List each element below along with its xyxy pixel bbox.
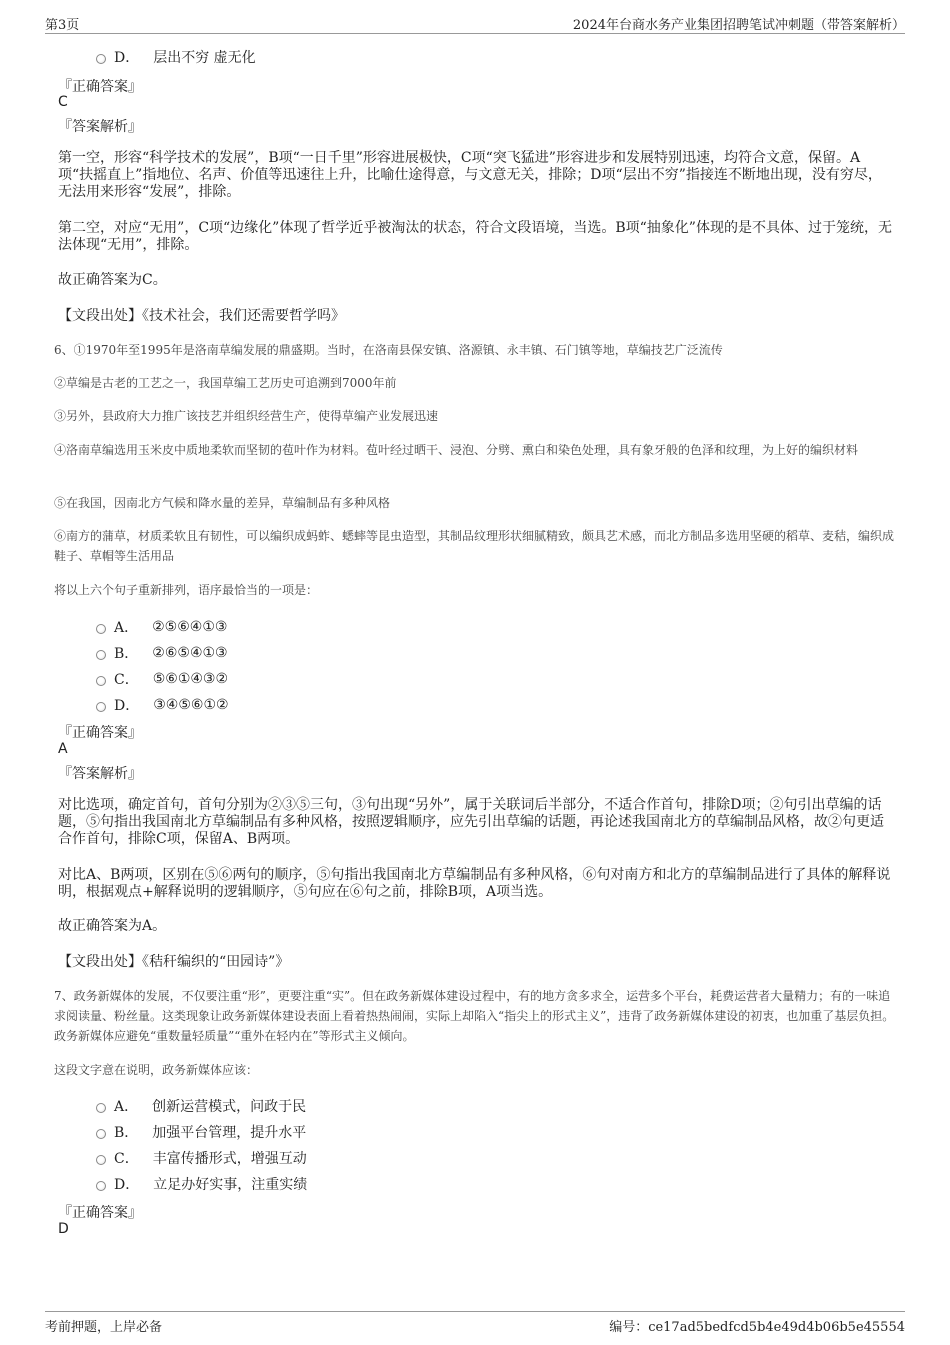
q6-analysis-label: 『答案解析』 — [58, 766, 142, 782]
q6-option-b[interactable]: B． ②⑥⑤④①③ — [96, 643, 228, 663]
document-id: 编号：ce17ad5bedfcd5b4e49d4b06b5e45554 — [609, 1320, 905, 1335]
q7-option-a[interactable]: A． 创新运营模式，问政于民 — [96, 1096, 306, 1116]
q6-analysis-paragraph: 对比选项，确定首句，首句分别为②③⑤三句，③句出现“另外”，属于关联词后半部分，不适合作首句，排除D项；②句引出草编的话题，⑤句指出我国南北方草编制品有多种风格，按照逻辑顺序，应先引出草编的话题，再论述我国南北方的草编制品风格，故②句更适合作首句，排除C项，保留A、B两项。 — [58, 797, 884, 847]
radio-icon[interactable] — [96, 1103, 106, 1113]
q6-source: 【文段出处】《秸秆编织的“田园诗”》 — [58, 954, 290, 970]
q6-conclusion: 故正确答案为A。 — [58, 918, 167, 934]
q5-answer: C — [58, 94, 68, 110]
q5-analysis-paragraph: 第二空，对应“无用”，C项“边缘化”体现了哲学近乎被淘汰的状态，符合文段语境，当选。B项“抽象化”体现的是不具体、过于笼统，无法体现“无用”，排除。 — [58, 220, 892, 253]
q5-option-d[interactable]: D． 层出不穷 虚无化 — [96, 47, 256, 67]
q7-option-c[interactable]: C． 丰富传播形式，增强互动 — [96, 1148, 307, 1168]
document-title: 2024年台商水务产业集团招聘笔试冲刺题（带答案解析） — [572, 18, 905, 33]
page-footer — [45, 1311, 905, 1333]
radio-icon[interactable] — [96, 1181, 106, 1191]
q6-prompt: 将以上六个句子重新排列，语序最恰当的一项是： — [54, 583, 319, 597]
q6-option-c[interactable]: C． ⑤⑥①④③② — [96, 669, 228, 689]
q7-answer: D — [58, 1221, 69, 1237]
q5-analysis-label: 『答案解析』 — [58, 119, 142, 135]
radio-icon[interactable] — [96, 1155, 106, 1165]
q6-sentence: ⑤在我国，因南北方气候和降水量的差异，草编制品有多种风格 — [54, 496, 391, 510]
footer-slogan: 考前押题，上岸必备 — [45, 1320, 163, 1335]
q6-option-a[interactable]: A． ②⑤⑥④①③ — [96, 617, 227, 637]
q5-analysis-paragraph: 第一空，形容“科学技术的发展”，B项“一日千里”形容进展极快，C项“突飞猛进”形容进步和发展特别迅速，均符合文意，保留。A项“扶摇直上”指地位、名声、价值等迅速往上升，比喻仕途得意，与文意无关，排除；D项“层出不穷”指接连不断地出现，没有穷尽，无法用来形容“发展”，排除。 — [58, 150, 882, 200]
radio-icon[interactable] — [96, 1129, 106, 1139]
q7-stem: 7、政务新媒体的发展，不仅要注重“形”，更要注重“实”。但在政务新媒体建设过程中，有的地方贪多求全，运营多个平台，耗费运营者大量精力；有的一味追求阅读量、粉丝量。这类现象让政务新媒体建设表面上看着热热闹闹，实际上却陷入“指尖上的形式主义”，违背了政务新媒体建设的初衷，也加重了基层负担。政务新媒体应避免“重数量轻质量”“重外在轻内在”等形式主义倾向。 — [54, 989, 895, 1043]
radio-icon[interactable] — [96, 676, 106, 686]
radio-icon[interactable] — [96, 702, 106, 712]
radio-icon[interactable] — [96, 650, 106, 660]
q5-answer-label: 『正确答案』 — [58, 79, 142, 95]
q6-analysis-paragraph: 对比A、B两项，区别在⑤⑥两句的顺序，⑤句指出我国南北方草编制品有多种风格，⑥句对南方和北方的草编制品进行了具体的解释说明，根据观点+解释说明的逻辑顺序，⑤句应在⑥句之前，排除B项，A项当选。 — [58, 867, 891, 900]
q6-sentence: ③另外，县政府大力推广该技艺并组织经营生产，使得草编产业发展迅速 — [54, 409, 439, 423]
q7-option-d[interactable]: D． 立足办好实事，注重实绩 — [96, 1174, 307, 1194]
radio-icon[interactable] — [96, 54, 106, 64]
q6-answer: A — [58, 741, 68, 757]
page-header — [45, 14, 905, 34]
q6-answer-label: 『正确答案』 — [58, 725, 142, 741]
q6-sentence: ⑥南方的蒲草，材质柔软且有韧性，可以编织成蚂蚱、蟋蟀等昆虫造型，其制品纹理形状细腻精致，颇具艺术感，而北方制品多选用坚硬的稻草、麦秸，编织成鞋子、草帽等生活用品 — [54, 529, 895, 563]
q7-prompt: 这段文字意在说明，政务新媒体应该： — [54, 1063, 259, 1077]
page-number: 第3页 — [45, 18, 80, 33]
q7-answer-label: 『正确答案』 — [58, 1205, 142, 1221]
q6-option-d[interactable]: D． ③④⑤⑥①② — [96, 695, 229, 715]
q5-conclusion: 故正确答案为C。 — [58, 272, 167, 288]
q5-source: 【文段出处】《技术社会，我们还需要哲学吗》 — [58, 308, 345, 324]
q6-sentence: 6、①1970年至1995年是洛南草编发展的鼎盛期。当时，在洛南县保安镇、洛源镇、永丰镇、石门镇等地，草编技艺广泛流传 — [54, 343, 723, 357]
q6-sentence: ④洛南草编选用玉米皮中质地柔软而坚韧的苞叶作为材料。苞叶经过晒干、浸泡、分劈、熏白和染色处理，具有象牙般的色泽和纹理，为上好的编织材料 — [54, 443, 859, 457]
q6-sentence: ②草编是古老的工艺之一，我国草编工艺历史可追溯到7000年前 — [54, 376, 397, 390]
radio-icon[interactable] — [96, 624, 106, 634]
q7-option-b[interactable]: B． 加强平台管理，提升水平 — [96, 1122, 306, 1142]
